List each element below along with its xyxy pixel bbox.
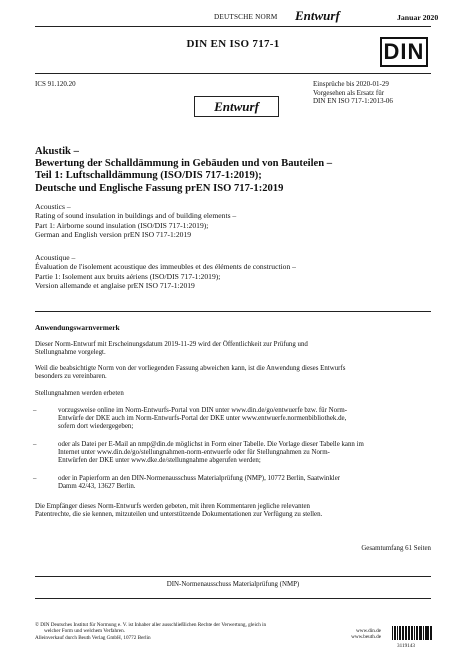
barcode-bar (408, 626, 409, 640)
text-line: Damm 42/43, 13627 Berlin. (58, 483, 136, 491)
copyright-line: © DIN Deutsches Institut für Normung e. V. ist Inhaber aller ausschließlichen Rechte der Verwertung, gleich in (35, 622, 267, 628)
paragraph-4 (35, 503, 435, 519)
title-french (35, 253, 445, 291)
header-rule (35, 26, 431, 27)
list-dash: – (33, 441, 37, 448)
title-de-line: Bewertung der Schalldämmung in Gebäuden und von Bauteilen – (35, 158, 333, 170)
document-number: DIN EN ISO 717-1 (186, 38, 280, 50)
website-din[interactable]: www.din.de (355, 628, 381, 634)
text-line: Stellungnahme vorgelegt. (35, 349, 106, 357)
text-line: Dieser Norm-Entwurf mit Erscheinungsdatum 2019-11-29 wird der Öffentlichkeit zur Prüfung und (35, 341, 308, 348)
title-en-line: Part 1: Airborne sound insulation (ISO/DIS 717-1:2019); (35, 220, 209, 230)
publication-date: Januar 2020 (397, 13, 439, 22)
title-de-line: Teil 1: Luftschalldämmung (ISO/DIS 717-1:2019); (35, 170, 262, 182)
total-pages: Gesamtumfang 61 Seiten (361, 545, 431, 552)
order-number: 3119143 (397, 643, 415, 649)
replacement-note: Vorgesehen als Ersatz für (313, 88, 385, 97)
title-fr-line: Version allemande et anglaise prEN ISO 717-1:2019 (35, 281, 195, 291)
title-en-line: German and English version prEN ISO 717-1:2019 (35, 230, 192, 240)
text-line: Die Empfänger dieses Norm-Entwurfs werden gebeten, mit ihren Kommentaren jegliche relevanten (35, 503, 310, 510)
title-de-line: Akustik – (35, 146, 79, 157)
text-line: Weil die beabsichtigte Norm von der vorliegenden Fassung abweichen kann, ist die Anwendung dieses Entwurfs (35, 365, 346, 372)
ics-code: ICS 91.120.20 (35, 80, 76, 88)
text-line: Entwürfe der DKE auch im Norm-Entwurfs-Portal der DKE unter www.entwuerfe.normenbibliothek.de, (58, 415, 347, 423)
barcode-bar (392, 626, 393, 640)
doc-rule (35, 73, 431, 74)
list-dash: – (33, 475, 37, 482)
copyright-line: welcher Form und welchem Verfahren. (44, 628, 125, 635)
barcode-bar (427, 626, 429, 640)
section-rule (35, 311, 431, 312)
title-english (35, 202, 435, 240)
replaced-document: DIN EN ISO 717-1:2013-06 (313, 97, 393, 105)
committee-name: DIN-Normenausschuss Materialprüfung (NMP) (166, 581, 300, 588)
barcode-bar (417, 626, 418, 640)
draft-status-label: Entwurf (295, 8, 340, 23)
din-logo-text: DIN (383, 39, 425, 64)
text-line: sofern dort wiedergegeben; (58, 423, 134, 431)
title-en-line: Acoustics – (35, 202, 71, 211)
paragraph-2 (35, 365, 435, 381)
text-line: oder in Papierform an den DIN-Normenausschuss Materialprüfung (NMP), 10772 Berlin, Saatwinkler (58, 475, 341, 482)
text-line: Patentrechte, die sie kennen, mitzuteilen und unterstützende Dokumentationen zur Verfügung zu stellen. (35, 511, 323, 519)
din-logo (380, 37, 428, 67)
copyright-notice (35, 622, 335, 641)
barcode-bar (431, 626, 432, 640)
footer-rule-top (35, 576, 431, 577)
title-fr-line: Partie 1: Isolement aux bruits aériens (ISO/DIS 717-1:2019); (35, 271, 221, 281)
barcode-bar (412, 626, 414, 640)
paragraph-3: Stellungnahmen werden erbeten (35, 390, 124, 397)
draft-box-label: Entwurf (214, 98, 259, 114)
barcode-bar (402, 626, 403, 640)
text-line: oder als Datei per E-Mail an nmp@din.de möglichst in Form einer Tabelle. Die Vorlage dieser Tabelle kann im (58, 441, 364, 448)
warning-heading: Anwendungswarnvermerk (35, 323, 120, 332)
title-fr-line: Acoustique – (35, 253, 76, 262)
barcode-bar (423, 626, 424, 640)
websites (336, 628, 381, 641)
text-line: Entwürfen der DKE unter www.dke.de/stellungnahme abgerufen werden; (58, 457, 261, 465)
draft-box (194, 96, 279, 117)
text-line: Internet unter www.din.de/go/stellungnahmen-norm-entwuerfe oder für Stellungnahmen zu Norm- (58, 449, 330, 457)
document-type-label: DEUTSCHE NORM (214, 13, 278, 21)
list-dash: – (33, 407, 37, 414)
barcode (392, 626, 433, 640)
objection-deadline: Einsprüche bis 2020-01-29 (313, 80, 389, 88)
title-fr-line: Évaluation de l'isolement acoustique des immeubles et des éléments de construction – (35, 262, 296, 272)
text-line: besonders zu vereinbaren. (35, 373, 107, 381)
copyright-line: Alleinverkauf durch Beuth Verlag GmbH, 10772 Berlin (35, 634, 151, 641)
barcode-bar (397, 626, 399, 640)
footer-rule-bottom (35, 598, 431, 599)
title-german (35, 146, 435, 195)
text-line: vorzugsweise online im Norm-Entwurfs-Portal von DIN unter www.din.de/go/entwuerfe bzw. für Norm- (58, 407, 348, 414)
title-de-line: Deutsche und Englische Fassung prEN ISO 717-1:2019 (35, 182, 284, 194)
title-en-line: Rating of sound insulation in buildings and of building elements – (35, 211, 237, 221)
paragraph-1 (35, 341, 435, 357)
website-beuth[interactable]: www.beuth.de (351, 634, 381, 641)
